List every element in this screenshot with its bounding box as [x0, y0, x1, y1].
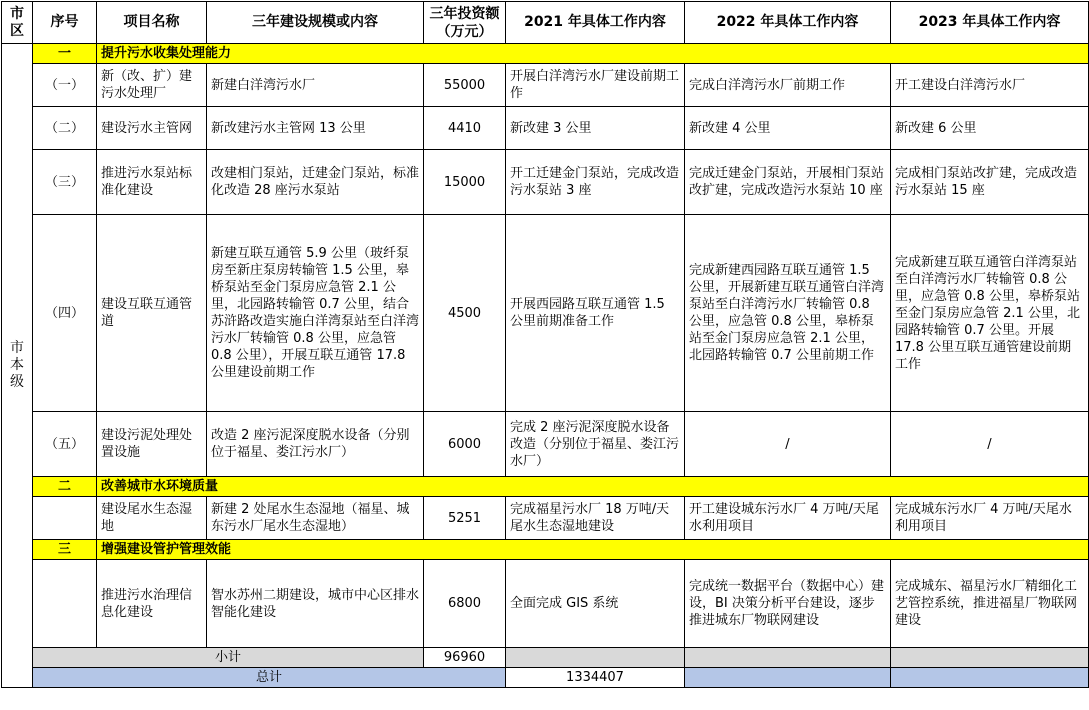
row-2023: 完成相门泵站改扩建，完成改造污水泵站 15 座	[891, 150, 1089, 215]
section-row	[2, 477, 1089, 497]
row-name: 建设尾水生态湿地	[97, 497, 207, 540]
row-2021: 完成 2 座污泥深度脱水设备改造（分别位于福星、娄江污水厂）	[506, 412, 685, 477]
total-row	[2, 668, 1089, 688]
row-name: 建设互联互通管道	[97, 215, 207, 412]
row-invest: 5251	[424, 497, 506, 540]
row-2021: 开展白洋湾污水厂建设前期工作	[506, 64, 685, 107]
section-title: 提升污水收集处理能力	[97, 44, 1089, 64]
section-row	[2, 44, 1089, 64]
table-row	[2, 64, 1089, 107]
row-invest: 55000	[424, 64, 506, 107]
total-label: 总计	[33, 668, 506, 688]
row-name: 推进污水泵站标准化建设	[97, 150, 207, 215]
header-name: 项目名称	[97, 2, 207, 44]
row-invest: 4410	[424, 107, 506, 150]
row-invest: 4500	[424, 215, 506, 412]
subtotal-invest: 96960	[424, 648, 506, 668]
project-table	[1, 1, 1089, 688]
header-seq: 序号	[33, 2, 97, 44]
row-2022: /	[685, 412, 891, 477]
row-invest: 6000	[424, 412, 506, 477]
total-blank	[685, 668, 891, 688]
row-2023: 完成城东、福星污水厂精细化工艺管控系统，推进福星厂物联网建设	[891, 560, 1089, 648]
table-row	[2, 150, 1089, 215]
row-scope: 新建 2 处尾水生态湿地（福星、城东污水厂尾水生态湿地）	[207, 497, 424, 540]
row-2023: 完成新建互联互通管白洋湾泵站至白洋湾污水厂转输管 0.8 公里，应急管 0.8 公里，皋桥泵站至金门泵房应急管 2.1 公里，北园路转输管 0.7 公里。开展 17.8 公里互联互通管建设前期工作	[891, 215, 1089, 412]
row-scope: 新建互联互通管 5.9 公里（玻纤泵房至新庄泵房转输管 1.5 公里，皋桥泵站至金门泵房应急管 2.1 公里，北园路转输管 0.7 公里，结合苏浒路改造实施白洋湾泵站至白洋湾污水厂转输管 0.8 公里，应急管 0.8 公里），开展互联互通管 17.8 公里建设前期工作	[207, 215, 424, 412]
header-row	[2, 2, 1089, 44]
row-2022: 开工建设城东污水厂 4 万吨/天尾水利用项目	[685, 497, 891, 540]
row-2023: 新改建 6 公里	[891, 107, 1089, 150]
table-row	[2, 215, 1089, 412]
total-blank	[891, 668, 1089, 688]
header-2023: 2023 年具体工作内容	[891, 2, 1089, 44]
row-2021: 完成福星污水厂 18 万吨/天尾水生态湿地建设	[506, 497, 685, 540]
region-label: 市本级	[10, 340, 24, 390]
row-seq	[33, 497, 97, 540]
row-2023: 开工建设白洋湾污水厂	[891, 64, 1089, 107]
section-title: 改善城市水环境质量	[97, 477, 1089, 497]
row-invest: 6800	[424, 560, 506, 648]
row-seq	[33, 560, 97, 648]
subtotal-row	[2, 648, 1089, 668]
row-scope: 改造 2 座污泥深度脱水设备（分别位于福星、娄江污水厂）	[207, 412, 424, 477]
row-invest: 15000	[424, 150, 506, 215]
subtotal-blank	[891, 648, 1089, 668]
header-invest: 三年投资额（万元）	[424, 2, 506, 44]
row-2023: 完成城东污水厂 4 万吨/天尾水利用项目	[891, 497, 1089, 540]
header-2021: 2021 年具体工作内容	[506, 2, 685, 44]
section-num: 二	[33, 477, 97, 497]
row-name: 建设污水主管网	[97, 107, 207, 150]
row-2022: 新改建 4 公里	[685, 107, 891, 150]
header-2022: 2022 年具体工作内容	[685, 2, 891, 44]
region-cell	[2, 44, 33, 688]
subtotal-label: 小计	[33, 648, 424, 668]
table-row	[2, 560, 1089, 648]
row-name: 建设污泥处理处置设施	[97, 412, 207, 477]
section-row	[2, 540, 1089, 560]
header-region: 市区	[2, 2, 33, 44]
row-scope: 改建相门泵站，迁建金门泵站，标准化改造 28 座污水泵站	[207, 150, 424, 215]
row-seq: （四）	[33, 215, 97, 412]
total-invest: 1334407	[506, 668, 685, 688]
header-scope: 三年建设规模或内容	[207, 2, 424, 44]
row-scope: 新建白洋湾污水厂	[207, 64, 424, 107]
row-2022: 完成迁建金门泵站，开展相门泵站改扩建，完成改造污水泵站 10 座	[685, 150, 891, 215]
subtotal-blank	[506, 648, 685, 668]
section-num: 三	[33, 540, 97, 560]
table-row	[2, 107, 1089, 150]
row-scope: 智水苏州二期建设，城市中心区排水智能化建设	[207, 560, 424, 648]
row-seq: （五）	[33, 412, 97, 477]
row-seq: （一）	[33, 64, 97, 107]
row-2022: 完成新建西园路互联互通管 1.5 公里，开展新建互联互通管白洋湾泵站至白洋湾污水厂转输管 0.8 公里，应急管 0.8 公里，皋桥泵站至金门泵房应急管 2.1 公里，北园路转输管 0.7 公里前期工作	[685, 215, 891, 412]
row-2021: 开展西园路互联互通管 1.5 公里前期准备工作	[506, 215, 685, 412]
row-name: 推进污水治理信息化建设	[97, 560, 207, 648]
row-2021: 新改建 3 公里	[506, 107, 685, 150]
row-name: 新（改、扩）建污水处理厂	[97, 64, 207, 107]
row-2022: 完成统一数据平台（数据中心）建设，BI 决策分析平台建设，逐步推进城东厂物联网建设	[685, 560, 891, 648]
row-2021: 全面完成 GIS 系统	[506, 560, 685, 648]
row-2023: /	[891, 412, 1089, 477]
subtotal-blank	[685, 648, 891, 668]
row-2022: 完成白洋湾污水厂前期工作	[685, 64, 891, 107]
table-row	[2, 412, 1089, 477]
row-seq: （三）	[33, 150, 97, 215]
row-seq: （二）	[33, 107, 97, 150]
table-row	[2, 497, 1089, 540]
section-num: 一	[33, 44, 97, 64]
row-scope: 新改建污水主管网 13 公里	[207, 107, 424, 150]
row-2021: 开工迁建金门泵站，完成改造污水泵站 3 座	[506, 150, 685, 215]
section-title: 增强建设管护管理效能	[97, 540, 1089, 560]
